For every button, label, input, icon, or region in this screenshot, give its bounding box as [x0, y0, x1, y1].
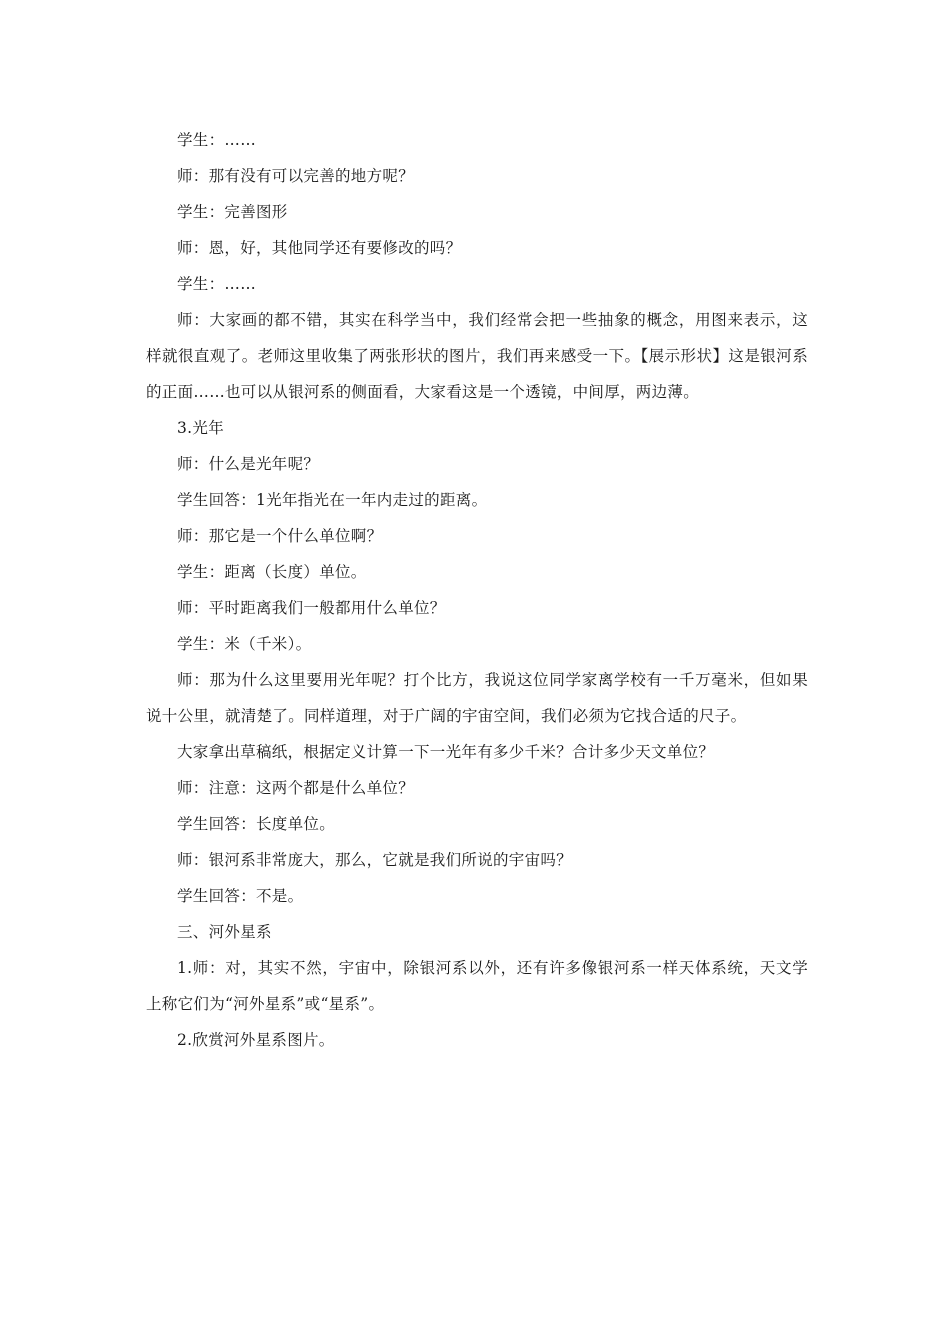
paragraph-student-ellipsis-2: 学生：……: [177, 275, 257, 293]
paragraph-student-no: 学生回答：不是。: [177, 887, 304, 905]
paragraph-teacher-what-light-year: 师：什么是光年呢？: [177, 455, 320, 473]
paragraph-teacher-improve: 师：那有没有可以完善的地方呢？: [177, 167, 415, 185]
paragraph-teacher-usual-unit: 师：平时距离我们一般都用什么单位？: [177, 599, 446, 617]
section-heading-extragalactic: 三、河外星系: [177, 923, 272, 941]
paragraph-teacher-modify: 师：恩，好，其他同学还有要修改的吗？: [177, 239, 462, 257]
paragraph-teacher-galaxy-shape: 师：大家画的都不错，其实在科学当中，我们经常会把一些抽象的概念，用图来表示，这样就很直观了。老师这里收集了两张形状的图片，我们再来感受一下。【展示形状】这是银河系的正面……也可以从银河系的侧面看，大家看这是一个透镜，中间厚，两边薄。: [146, 311, 808, 401]
paragraph-student-distance-unit: 学生：距离（长度）单位。: [177, 563, 367, 581]
paragraph-teacher-why-light-year: 师：那为什么这里要用光年呢？打个比方，我说这位同学家离学校有一千万毫米，但如果说十公里，就清楚了。同样道理，对于广阔的宇宙空间，我们必须为它找合适的尺子。: [146, 671, 808, 725]
paragraph-teacher-unit-question: 师：那它是一个什么单位啊？: [177, 527, 383, 545]
paragraph-appreciate-pictures: 2.欣赏河外星系图片。: [177, 1031, 335, 1049]
paragraph-student-light-year-definition: 学生回答：1光年指光在一年内走过的距离。: [177, 491, 488, 509]
paragraph-student-meter: 学生：米（千米）。: [177, 635, 312, 653]
paragraph-teacher-attention: 师：注意：这两个都是什么单位？: [177, 779, 415, 797]
document-body: [146, 122, 808, 1058]
paragraph-student-complete-figure: 学生：完善图形: [177, 203, 288, 221]
section-heading-light-year: 3.光年: [177, 419, 224, 437]
paragraph-student-ellipsis-1: 学生：……: [177, 131, 257, 149]
paragraph-calculation-task: 大家拿出草稿纸，根据定义计算一下一光年有多少千米？合计多少天文单位？: [177, 743, 715, 761]
paragraph-student-length-unit: 学生回答：长度单位。: [177, 815, 336, 833]
paragraph-extragalactic-definition: 1.师：对，其实不然，宇宙中，除银河系以外，还有许多像银河系一样天体系统，天文学上称它们为“河外星系”或“星系”。: [146, 959, 808, 1013]
paragraph-teacher-universe-question: 师：银河系非常庞大，那么，它就是我们所说的宇宙吗？: [177, 851, 573, 869]
